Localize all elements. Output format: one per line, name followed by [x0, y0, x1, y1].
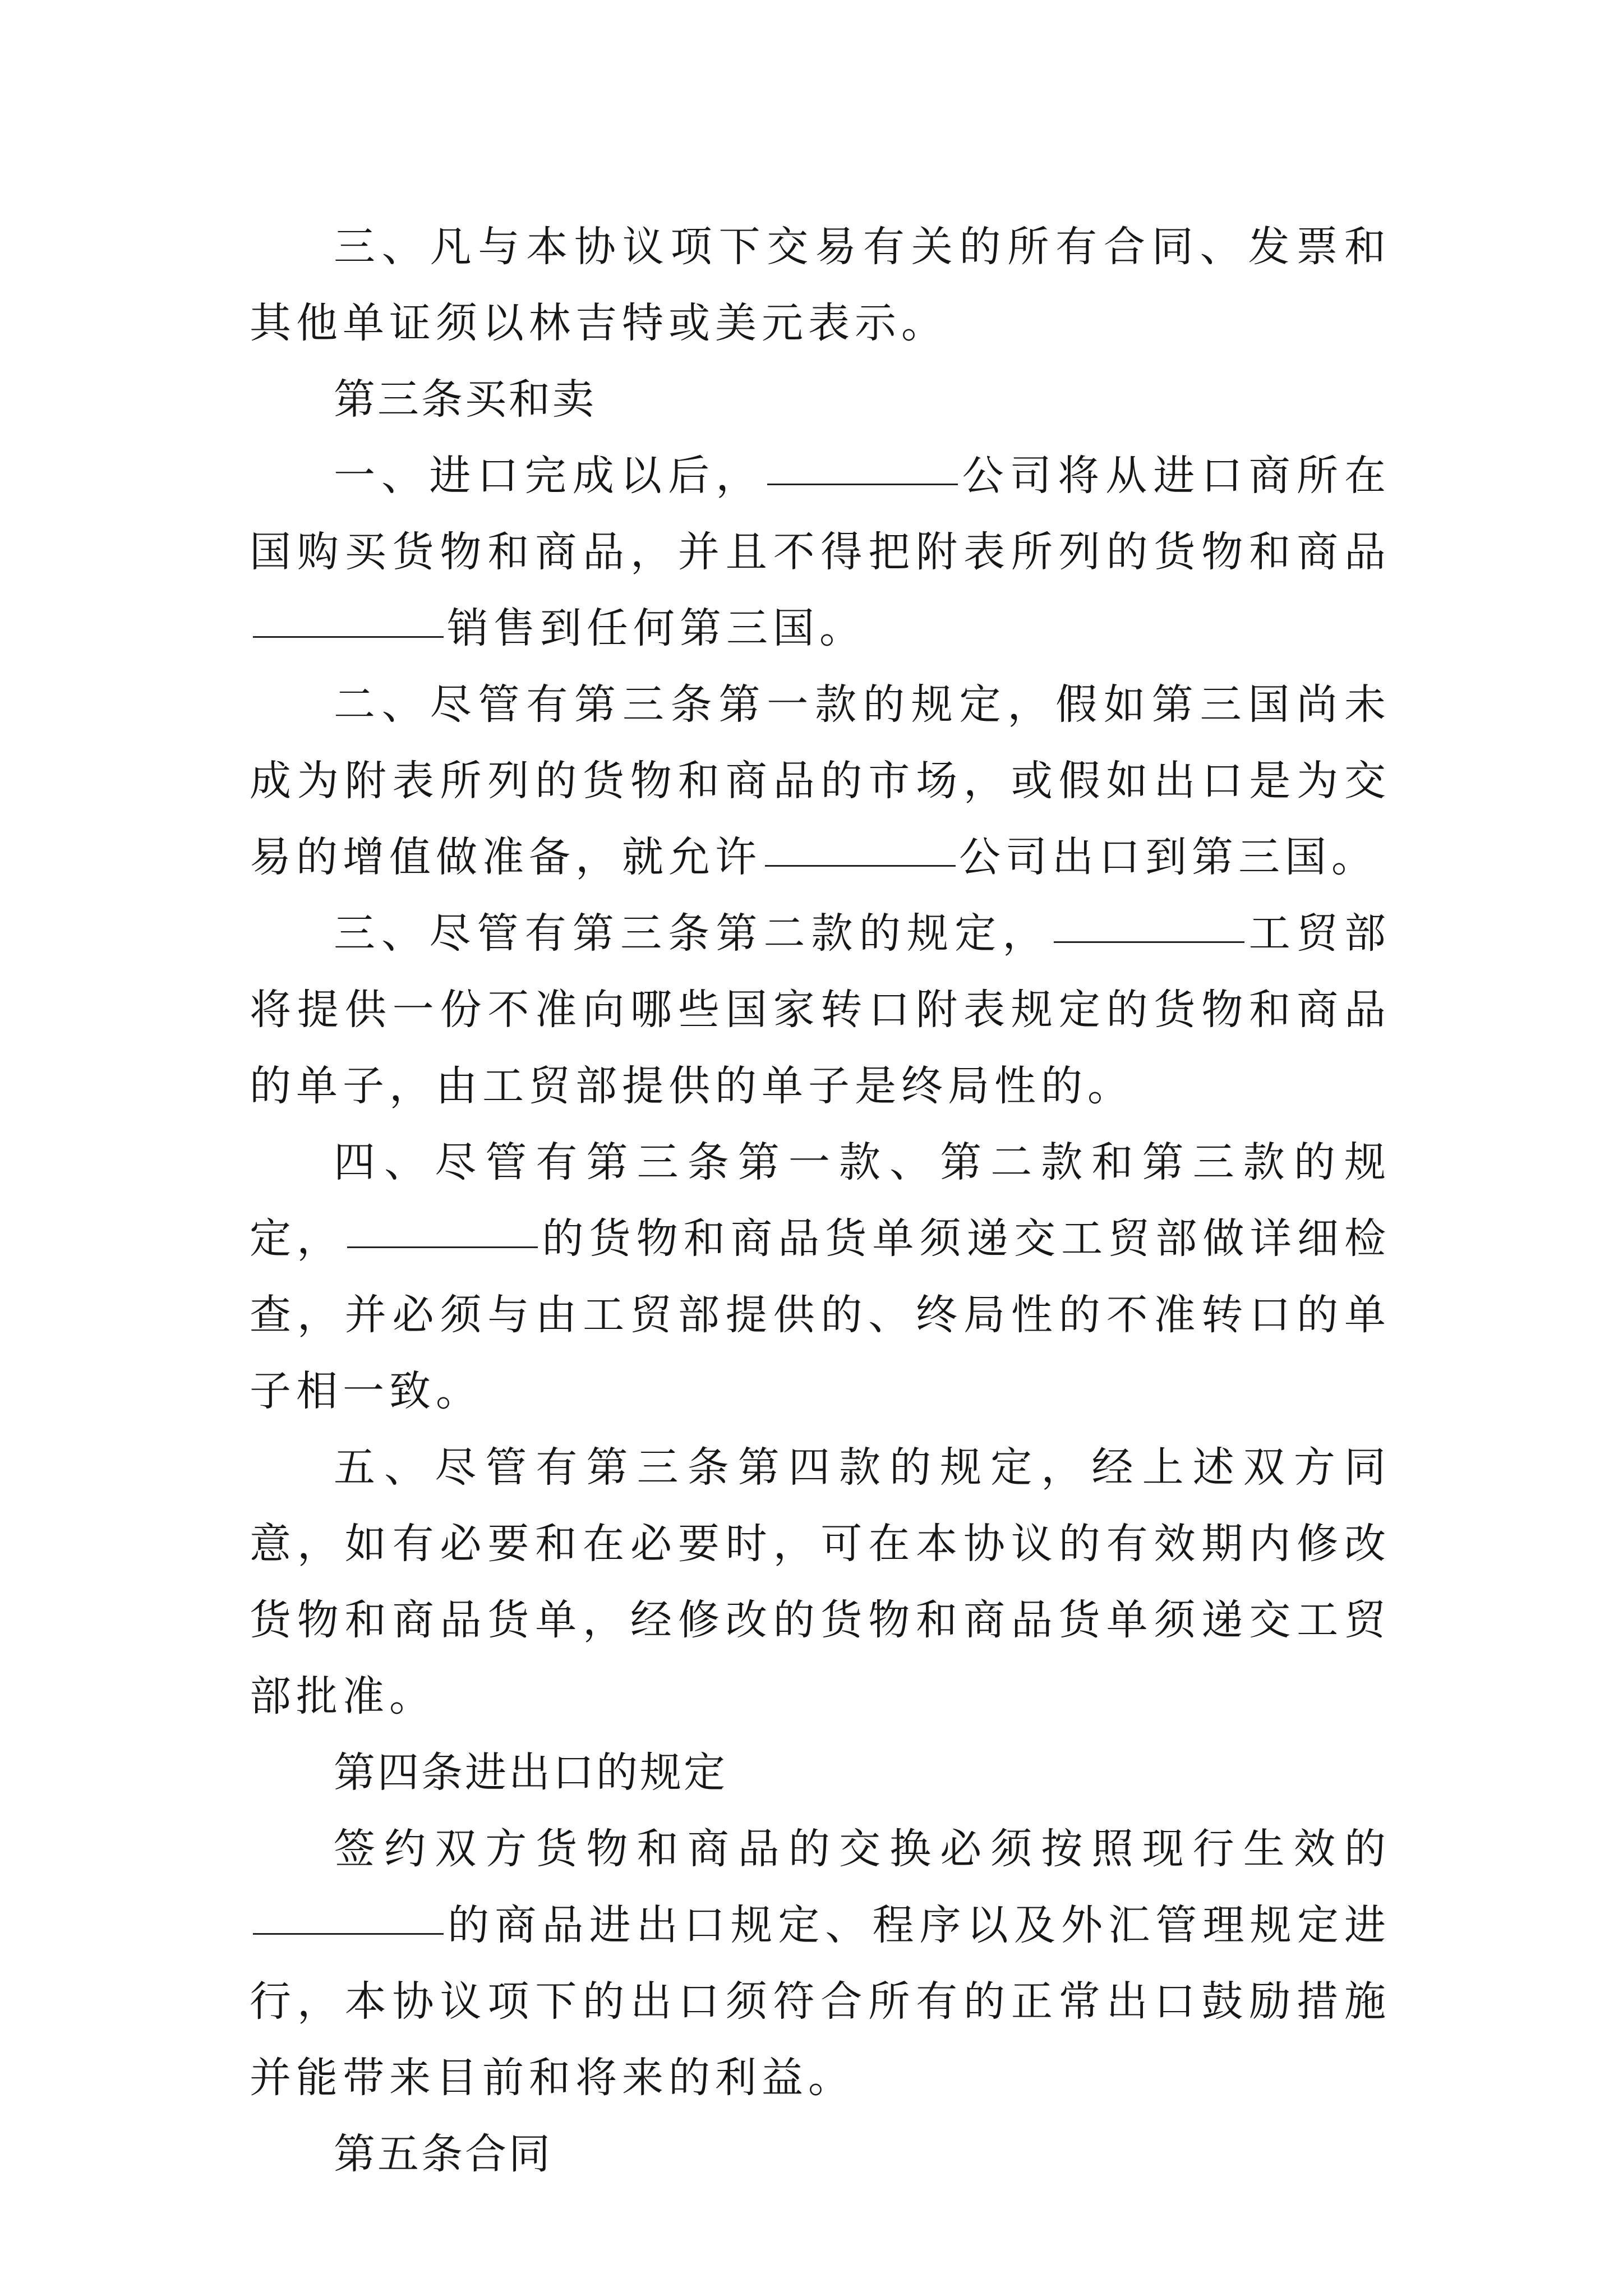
fill-in-blank [1054, 941, 1244, 943]
fill-in-blank [767, 483, 958, 485]
text-segment: 二、尽管有第三条第一款的规定，假如第三国尚未成为附表所列的货物和商品的市场，或假如出口是为交易的增值做准备，就允许 [250, 680, 1391, 881]
clause-paragraph [250, 438, 1391, 666]
text-segment: 三、尽管有第三条第二款的规定， [334, 909, 1050, 958]
fill-in-blank [347, 1246, 538, 1248]
text-segment: 的货物和商品货单须递交工贸部做详细检查，并必须与由工贸部提供的、终局性的不准转口的单子相一致。 [250, 1214, 1391, 1415]
clause-paragraph [250, 209, 1391, 361]
text-segment: 第四条进出口的规定 [334, 1749, 727, 1797]
text-segment: 销售到任何第三国。 [447, 604, 866, 652]
text-segment: 第五条合同 [334, 2130, 552, 2178]
text-segment: 三、凡与本协议项下交易有关的所有合同、发票和其他单证须以林吉特或美元表示。 [250, 223, 1391, 347]
clause-paragraph [250, 895, 1391, 1124]
fill-in-blank [253, 636, 444, 638]
clause-paragraph [250, 1429, 1391, 1734]
clause-paragraph [250, 666, 1391, 895]
text-segment: 签约双方货物和商品的交换必须按照现行生效的 [334, 1825, 1391, 1873]
text-segment: 第三条买和卖 [334, 375, 596, 424]
section-heading [250, 361, 1391, 438]
text-segment: 四、尽管有第三条第一款、第二款和第三款的规定， [250, 1138, 1391, 1263]
text-segment: 公司将从进口商所在国购买货物和商品，并且不得把附表所列的货物和商品 [250, 452, 1391, 576]
section-heading [250, 2116, 1391, 2192]
clause-paragraph [250, 1124, 1391, 1429]
fill-in-blank [253, 1932, 444, 1935]
fill-in-blank [765, 864, 956, 867]
text-segment: 的商品进出口规定、程序以及外汇管理规定进行，本协议项下的出口须符合所有的正常出口鼓励措施并能带来目前和将来的利益。 [250, 1901, 1391, 2102]
text-segment: 公司出口到第三国。 [959, 833, 1378, 881]
text-segment: 工贸部将提供一份不准向哪些国家转口附表规定的货物和商品的单子，由工贸部提供的单子是终局性的。 [250, 909, 1391, 1110]
text-segment: 五、尽管有第三条第四款的规定，经上述双方同意，如有必要和在必要时，可在本协议的有效期内修改货物和商品货单，经修改的货物和商品货单须递交工贸部批准。 [250, 1443, 1391, 1720]
text-segment: 一、进口完成以后， [334, 452, 764, 500]
section-heading [250, 1734, 1391, 1811]
document-body [250, 209, 1391, 2192]
clause-paragraph [250, 1811, 1391, 2116]
